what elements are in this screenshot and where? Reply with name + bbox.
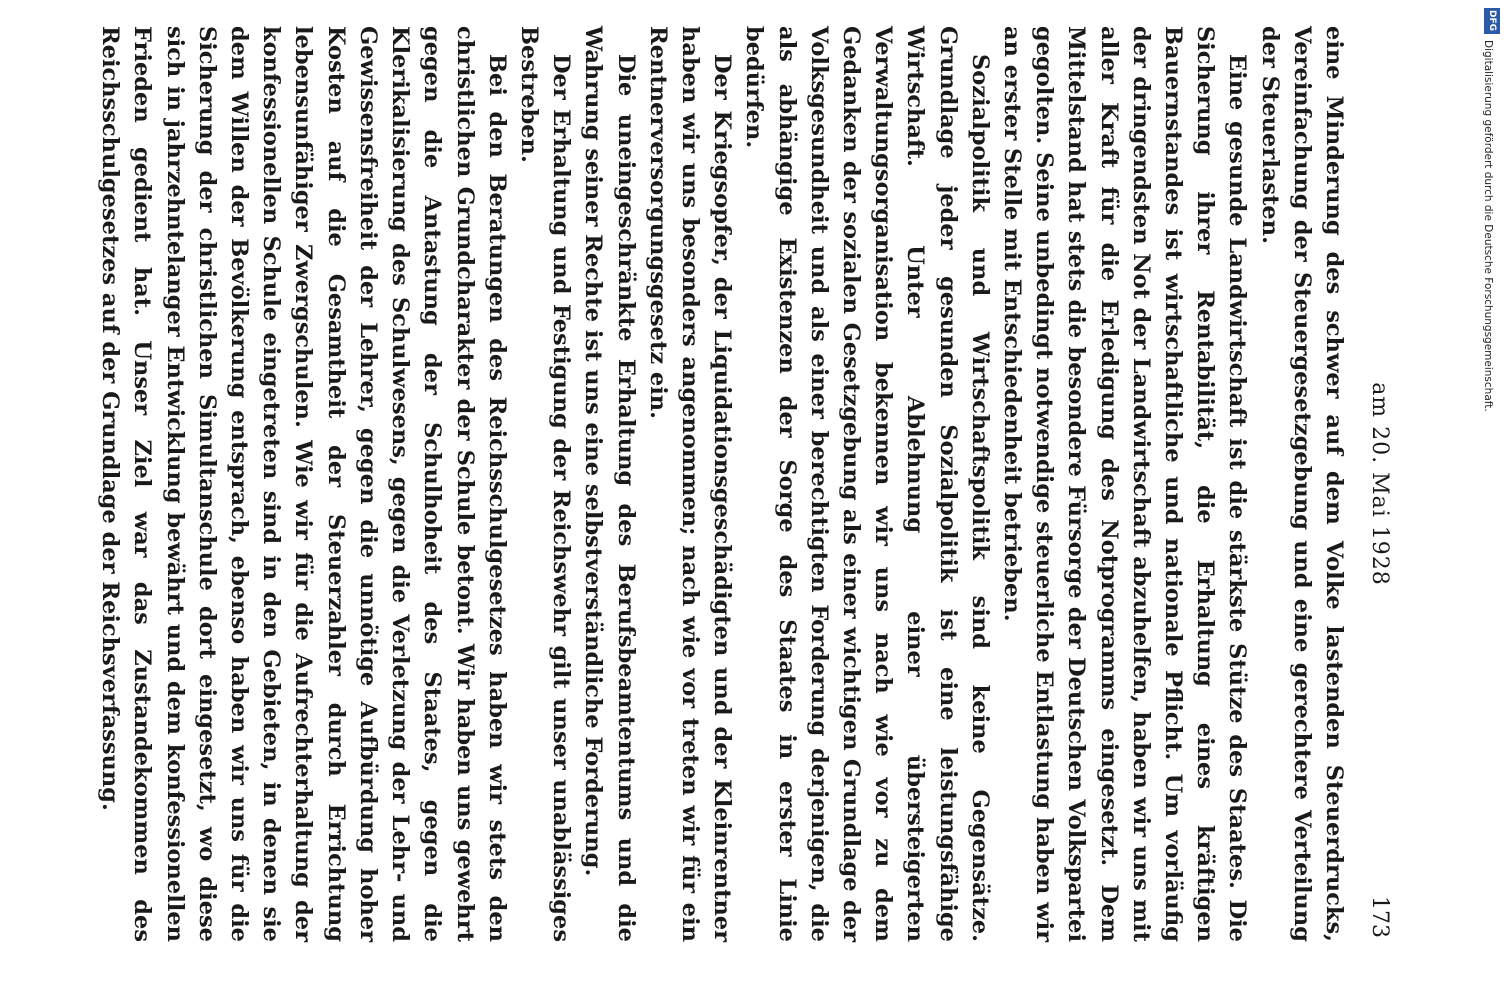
paragraph: Bei den Beratungen des Reichsschulgesetzes haben wir stets den christlichen Grundcharakter der Schule betont. Wir haben uns gewehrt gegen die Antastung der Schulhoheit des Staates, gegen die Klerikalisierung des Schulwesens, gegen die Verletzung der Lehr- und Gewissensfreiheit der Lehrer, gegen die unnötige Aufbürdung hoher Kosten auf die Gesamtheit der Steuerzahler durch Errichtung lebensunfähiger Zwergschulen. Wie wir für die Aufrechterhaltung der konfessionellen Schule eingetreten sind in den Gebieten, in denen sie dem Willen der Bevölkerung entsprach, ebenso haben wir uns für die Sicherung der christlichen Simultanschule dort eingesetzt, wo diese sich in jahrzehntelanger Entwicklung bewährt und dem konfessionellen Frieden gedient hat. Unser Ziel war das Zustandekommen des Reichsschulgesetzes auf der Grundlage der Reichsverfassung. <box>97 26 510 942</box>
page-content <box>94 26 1410 942</box>
paragraph: Der Erhaltung und Festigung der Reichswehr gilt unser unablässiges Bestreben. <box>515 26 575 942</box>
digitization-credit <box>1478 0 1507 1000</box>
credit-text: Digitalisierung gefördert durch die Deutsche Forschungsgemeinschaft. <box>1482 40 1494 412</box>
page-header <box>1350 26 1410 942</box>
running-title: am 20. Mai 1928 <box>1367 382 1392 586</box>
page-body <box>94 26 1350 942</box>
paragraph: Die uneingeschränkte Erhaltung des Berufsbeamtentums und die Wahrung seiner Rechte ist uns eine selbstverständliche Forderung. <box>580 26 639 942</box>
paragraph: eine Minderung des schwer auf dem Volke lastenden Steuerdrucks, Vereinfachung der Steuergesetzgebung und eine gerechtere Verteilung der Steuerlasten. <box>1256 26 1347 942</box>
dfg-logo-icon: DFG <box>1484 8 1500 34</box>
rotated-page <box>97 0 1410 960</box>
paragraph: Der Kriegsopfer, der Liquidationsgeschädigten und der Kleinrentner haben wir uns besonders angenommen; nach wie vor treten wir für ein Rentnerversorgungsgesetz ein. <box>644 26 736 942</box>
paragraph: Eine gesunde Landwirtschaft ist die stärkste Stütze des Staates. Die Sicherung ihrer Rentabilität, die Erhaltung eines kräftigen Bauernstandes ist wirtschaftliche und nationale Pflicht. Um vorläufig der dringendsten Not der Landwirtschaft abzuhelfen, haben wir uns mit aller Kraft für die Erledigung des Notprogramms eingesetzt. Dem Mittelstand hat stets die besondere Fürsorge der Deutschen Volkspartei gegolten. Seine unbedingt notwendige steuerliche Entlastung haben wir an erster Stelle mit Entschiedenheit betrieben. <box>998 26 1251 942</box>
paragraph: Sozialpolitik und Wirtschaftspolitik sind keine Gegensätze. Grundlage jeder gesunden Sozialpolitik ist eine leistungsfähige Wirtschaft. Unter Ablehnung einer übersteigerten Verwaltungsorganisation bekennen wir uns nach wie vor zu dem Gedanken der sozialen Gesetzgebung als einer wichtigen Grundlage der Volksgesundheit und als einer berechtigten Forderung derjenigen, die als abhängige Existenzen der Sorge des Staates in erster Linie bedürfen. <box>741 26 993 942</box>
page-number: 173 <box>1367 896 1392 938</box>
